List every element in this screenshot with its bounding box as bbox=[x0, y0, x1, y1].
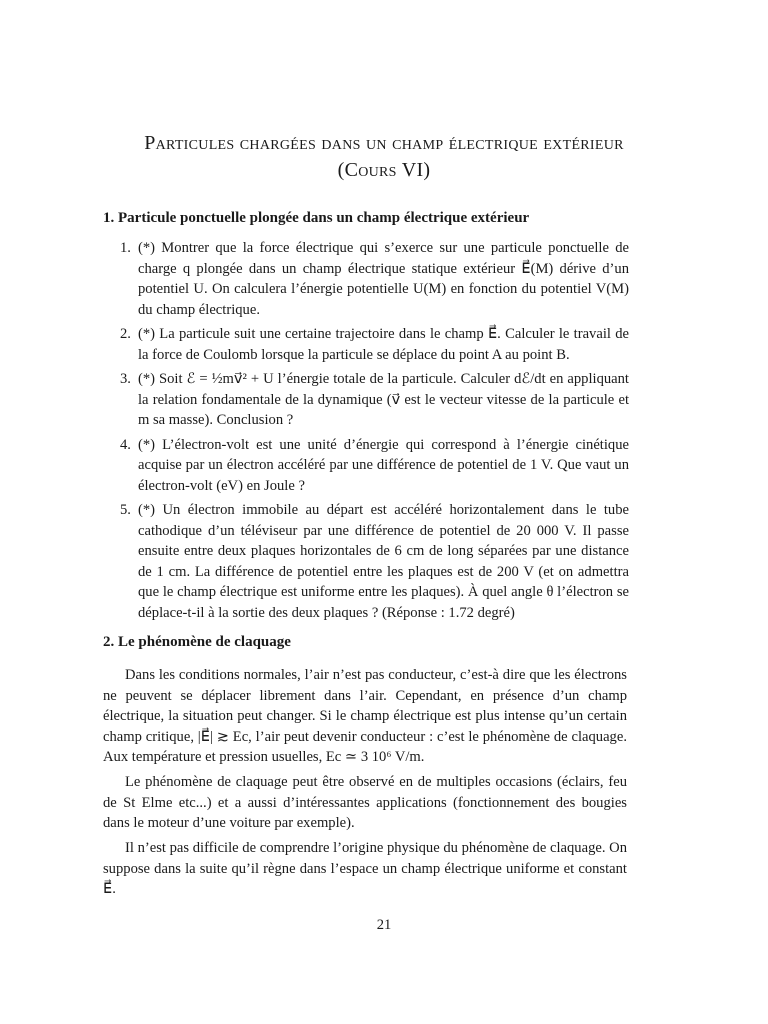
list-item-number: 1. bbox=[120, 240, 131, 256]
page-number: 21 bbox=[376, 917, 392, 933]
list-item-number: 4. bbox=[120, 436, 131, 453]
list-item bbox=[103, 369, 629, 431]
list-item-text: (*) Un électron immobile au départ est accéléré horizontalement dans le tube cathodique d’un téléviseur par une différence de potentiel de 20 000 V. Il passe ensuite entre deux plaques horizontales de 6 cm de long séparées par une distance de 1 cm. La différence de potentiel entre les plaques est de 200 V (et on admettra que le champ électrique est uniforme entre les plaques). À quel angle θ l’électron se déplace-t-il à la sortie des deux plaques ? (Réponse : 1.72 degré) bbox=[138, 502, 629, 621]
list-item bbox=[103, 324, 629, 365]
list-item-text: (*) Montrer que la force électrique qui s’exerce sur une particule ponctuelle de charge q plongée dans un champ électrique statique extérieur E⃗(M) dérive d’un potentiel U. On calculera l’énergie potentielle U(M) en fonction du potentiel V(M) du champ électrique. bbox=[138, 240, 629, 318]
list-item-text: (*) L’électron-volt est une unité d’énergie qui correspond à l’énergie cinétique acquise par un électron accéléré par une différence de potentiel de 1 V. Que vaut un électron-volt (eV) en Joule ? bbox=[138, 436, 629, 494]
list-item bbox=[103, 238, 629, 320]
title-line-1: Particules chargées dans un champ électrique extérieur bbox=[144, 132, 624, 154]
list-item-text: (*) Soit ℰ = ½mv⃗² + U l’énergie totale de la particule. Calculer dℰ/dt en appliquant la relation fondamentale de la dynamique (v⃗ est le vecteur vitesse de la particule et m sa masse). Conclusion ? bbox=[138, 371, 629, 428]
list-item-text: (*) La particule suit une certaine trajectoire dans le champ E⃗. Calculer le travail de la force de Coulomb lorsque la particule se déplace du point A au point B. bbox=[138, 326, 629, 363]
page-title bbox=[0, 130, 768, 184]
section-2-heading: 2. Le phénomène de claquage bbox=[103, 634, 291, 650]
title-line-2: (Cours VI) bbox=[337, 159, 431, 181]
list-item-number: 2. bbox=[120, 326, 131, 342]
exercise-list bbox=[103, 238, 629, 627]
list-item-number: 5. bbox=[120, 502, 131, 518]
paragraph: Dans les conditions normales, l’air n’est pas conducteur, c’est-à dire que les électrons ne peuvent se déplacer librement dans l’air. Cependant, en présence d’un champ électrique, la situation peut changer. Si le champ électrique est plus intense qu’un certain champ critique, |E⃗| ≳ Ec, l’air peut devenir conducteur : c’est le phénomène de claquage. Aux température et pression usuelles, Ec ≃ 3 10⁶ V/m. bbox=[103, 667, 627, 766]
list-item-number: 3. bbox=[120, 371, 131, 387]
list-item bbox=[103, 500, 629, 623]
paragraph: Le phénomène de claquage peut être observé en de multiples occasions (éclairs, feu de St Elme etc...) et a aussi d’intéressantes applications (fonctionnement des bougies dans le moteur d’une voiture par exemple). bbox=[103, 774, 627, 832]
paragraph: Il n’est pas difficile de comprendre l’origine physique du phénomène de claquage. On suppose dans la suite qu’il règne dans l’espace un champ électrique uniforme et constant E⃗. bbox=[103, 840, 627, 898]
section-1-heading: 1. Particule ponctuelle plongée dans un champ électrique extérieur bbox=[103, 210, 530, 226]
list-item bbox=[103, 435, 629, 497]
